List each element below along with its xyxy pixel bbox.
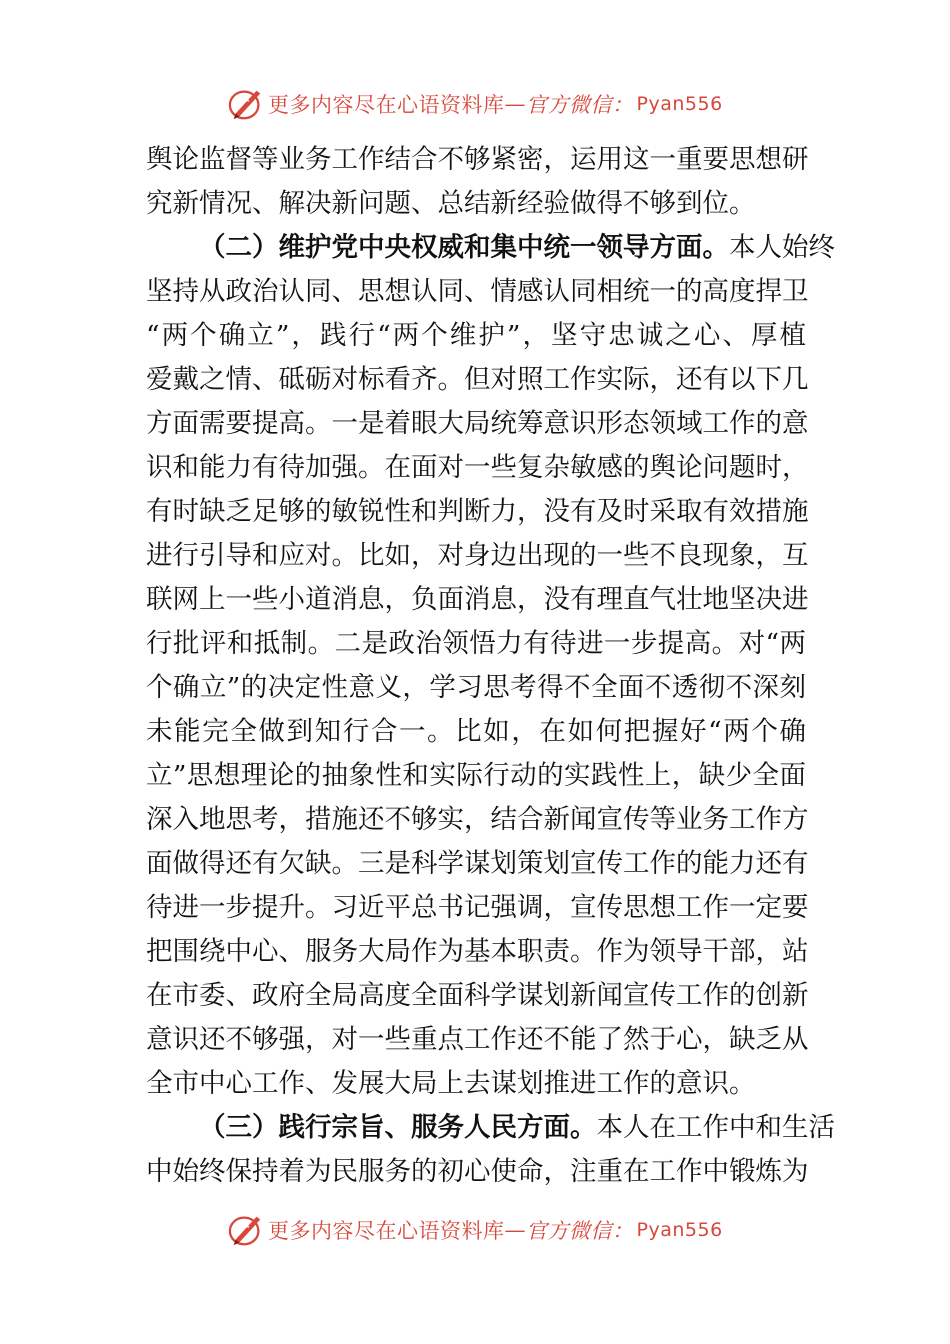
text-line: 面做得还有欠缺。三是科学谋划策划宣传工作的能力还有 xyxy=(146,848,809,879)
text-line: 舆论监督等业务工作结合不够紧密，运用这一重要思想研 xyxy=(146,144,809,175)
banner-dash: — xyxy=(504,1218,526,1242)
text-line: 究新情况、解决新问题、总结新经验做得不够到位。 xyxy=(146,188,756,219)
banner-dash: — xyxy=(504,92,526,116)
text-line: 识和能力有待加强。在面对一些复杂敏感的舆论问题时， xyxy=(146,452,809,483)
pen-logo-icon xyxy=(228,85,266,123)
text-line: 爱戴之情、砥砺对标看齐。但对照工作实际，还有以下几 xyxy=(146,364,809,395)
section-heading: （二）维护党中央权威和集中统一领导方面。 xyxy=(199,232,729,263)
text-line: 中始终保持着为民服务的初心使命，注重在工作中锻炼为 xyxy=(146,1156,809,1187)
text-line: 坚持从政治认同、思想认同、情感认同相统一的高度捍卫 xyxy=(146,276,809,307)
paragraph-2 xyxy=(146,226,835,1106)
banner-account: Pyan556 xyxy=(636,1219,723,1241)
paragraph-1 xyxy=(146,138,809,226)
text-line: 有时缺乏足够的敏锐性和判断力，没有及时采取有效措施 xyxy=(146,496,809,527)
text-line: 意识还不够强，对一些重点工作还不能了然于心，缺乏从 xyxy=(146,1024,809,1055)
section-heading: （三）践行宗旨、服务人民方面。 xyxy=(199,1112,597,1143)
text-line: 进行引导和应对。比如，对身边出现的一些不良现象，互 xyxy=(146,540,809,571)
header-watermark-banner xyxy=(228,84,728,124)
text-line: 待进一步提升。习近平总书记强调，宣传思想工作一定要 xyxy=(146,892,809,923)
text-line: 全市中心工作、发展大局上去谋划推进工作的意识。 xyxy=(146,1068,756,1099)
text-run: 本人在工作中和生活 xyxy=(596,1112,835,1143)
text-line: 个确立”的决定性意义，学习思考得不全面不透彻不深刻 xyxy=(146,672,806,703)
banner-site-text: 更多内容尽在心语资料库 xyxy=(268,1219,505,1243)
banner-wechat-label: 官方微信： xyxy=(526,1219,634,1243)
text-line: 立”思想理论的抽象性和实际行动的实践性上，缺少全面 xyxy=(146,760,806,791)
pen-logo-icon xyxy=(228,1211,266,1249)
paragraph-first-line xyxy=(146,1106,835,1150)
banner-wechat-label: 官方微信： xyxy=(526,93,634,117)
text-run: 本人始终 xyxy=(729,232,835,263)
text-line: 在市委、政府全局高度全面科学谋划新闻宣传工作的创新 xyxy=(146,980,809,1011)
text-line: 把围绕中心、服务大局作为基本职责。作为领导干部，站 xyxy=(146,936,809,967)
text-line: 深入地思考，措施还不够实，结合新闻宣传等业务工作方 xyxy=(146,804,809,835)
text-line: 联网上一些小道消息，负面消息，没有理直气壮地坚决进 xyxy=(146,584,809,615)
paragraph-3 xyxy=(146,1106,835,1194)
banner-site-text: 更多内容尽在心语资料库 xyxy=(268,93,505,117)
footer-watermark-banner xyxy=(228,1210,728,1250)
banner-account: Pyan556 xyxy=(636,93,723,115)
text-line: 行批评和抵制。二是政治领悟力有待进一步提高。对“两 xyxy=(146,628,806,659)
text-line: 方面需要提高。一是着眼大局统筹意识形态领域工作的意 xyxy=(146,408,809,439)
text-line: 未能完全做到知行合一。比如，在如何把握好“两个确 xyxy=(146,716,806,747)
paragraph-first-line xyxy=(146,226,835,270)
document-body xyxy=(146,138,835,1194)
text-line: “两个确立”，践行“两个维护”，坚守忠诚之心、厚植 xyxy=(146,320,806,351)
